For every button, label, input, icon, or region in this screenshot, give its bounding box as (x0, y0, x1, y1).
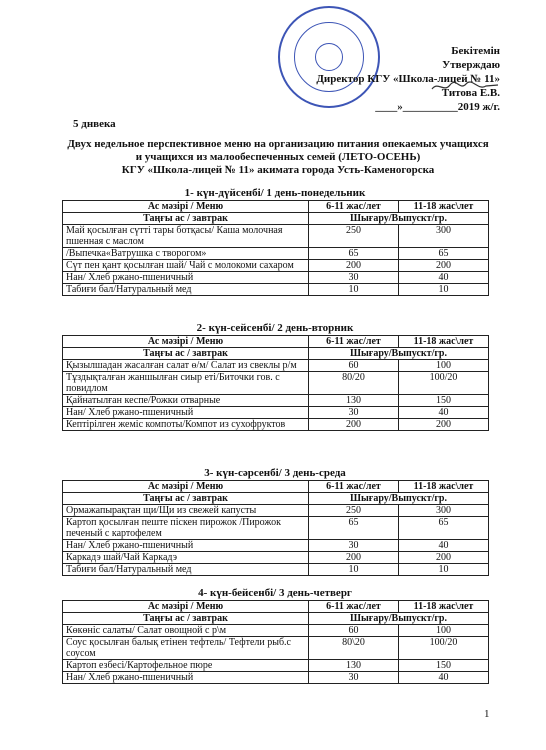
meal-row (63, 213, 489, 225)
col-age2-header: 11-18 жас\лет (399, 601, 489, 613)
portion-11-18: 150 (399, 660, 489, 672)
output-label: Шығару/Выпускт/гр. (309, 493, 489, 505)
portion-6-11: 60 (309, 625, 399, 637)
dish-name: Нан/ Хлеб ржано-пшеничный (63, 540, 309, 552)
table-row (63, 248, 489, 260)
col-menu-header: Ас мәзірі / Меню (63, 336, 309, 348)
table-row (63, 552, 489, 564)
table-header-row (63, 336, 489, 348)
table-row (63, 505, 489, 517)
portion-6-11: 30 (309, 407, 399, 419)
portion-11-18: 100/20 (399, 637, 489, 660)
menu-table (62, 600, 489, 684)
meal-row (63, 348, 489, 360)
meal-row (63, 613, 489, 625)
page-number: 1 (484, 708, 490, 720)
table-header-row (63, 201, 489, 213)
meal-label: Таңғы ас / завтрак (63, 613, 309, 625)
portion-6-11: 250 (309, 225, 399, 248)
dish-name: Каркадэ шай/Чай Каркадэ (63, 552, 309, 564)
dish-name: Нан/ Хлеб ржано-пшеничный (63, 672, 309, 684)
approval-line-4: Титова Е.В. (441, 87, 500, 99)
dish-name: Табиғи бал/Натуральный мед (63, 284, 309, 296)
dish-name: Соус қосылған балық етінен тефтель/ Тефтели рыб.с соусом (63, 637, 309, 660)
portion-11-18: 300 (399, 225, 489, 248)
portion-6-11: 80/20 (309, 372, 399, 395)
portion-6-11: 65 (309, 248, 399, 260)
portion-6-11: 30 (309, 272, 399, 284)
portion-11-18: 65 (399, 248, 489, 260)
col-age1-header: 6-11 жас/лет (309, 601, 399, 613)
table-row (63, 260, 489, 272)
portion-11-18: 200 (399, 552, 489, 564)
approval-date: ____»__________2019 ж/г. (375, 101, 500, 113)
table-row (63, 284, 489, 296)
table-row (63, 660, 489, 672)
portion-11-18: 40 (399, 672, 489, 684)
approval-line-1: Бекітемін (451, 45, 500, 57)
portion-6-11: 200 (309, 419, 399, 431)
portion-11-18: 10 (399, 284, 489, 296)
dish-name: Ормажапырақтан щи/Щи из свежей капусты (63, 505, 309, 517)
document-heading (40, 138, 516, 177)
heading-line-2: и учащихся из малообеспеченных семей (ЛЕТО-ОСЕНЬ) (135, 151, 421, 163)
section-title: 2- күн-сейсенбі/ 2 день-вторник (196, 322, 354, 334)
col-age2-header: 11-18 жас\лет (399, 481, 489, 493)
table-row (63, 540, 489, 552)
table-row (63, 395, 489, 407)
table-row (63, 517, 489, 540)
dish-name: Тұздықталған жаншылған сиыр еті/Биточки гов. с повидлом (63, 372, 309, 395)
col-menu-header: Ас мәзірі / Меню (63, 601, 309, 613)
portion-6-11: 65 (309, 517, 399, 540)
portion-11-18: 100/20 (399, 372, 489, 395)
table-header-row (63, 601, 489, 613)
portion-11-18: 40 (399, 407, 489, 419)
table-row (63, 672, 489, 684)
portion-11-18: 200 (399, 260, 489, 272)
signature (430, 79, 500, 95)
col-age2-header: 11-18 жас\лет (399, 336, 489, 348)
table-row (63, 625, 489, 637)
approval-line-3: Директор КГУ «Школа-лицей № 11» (316, 73, 500, 85)
meal-label: Таңғы ас / завтрак (63, 348, 309, 360)
meal-row (63, 493, 489, 505)
portion-6-11: 200 (309, 552, 399, 564)
portion-6-11: 10 (309, 284, 399, 296)
portion-11-18: 200 (399, 419, 489, 431)
dish-name: Кептірілген жеміс компоты/Компот из сухофруктов (63, 419, 309, 431)
col-age2-header: 11-18 жас\лет (399, 201, 489, 213)
dish-name: Қайнатылған кеспе/Рожки отварные (63, 395, 309, 407)
section-title: 3- күн-сәрсенбі/ 3 день-среда (204, 467, 346, 479)
table-row (63, 564, 489, 576)
table-row (63, 360, 489, 372)
dish-name: Табиғи бал/Натуральный мед (63, 564, 309, 576)
portion-6-11: 10 (309, 564, 399, 576)
heading-line-3: КГУ «Школа-лицей № 11» акимата города Усть-Каменогорска (121, 164, 435, 176)
table-row (63, 272, 489, 284)
portion-6-11: 60 (309, 360, 399, 372)
col-age1-header: 6-11 жас/лет (309, 336, 399, 348)
dish-name: Нан/ Хлеб ржано-пшеничный (63, 272, 309, 284)
portion-6-11: 130 (309, 660, 399, 672)
portion-6-11: 250 (309, 505, 399, 517)
col-menu-header: Ас мәзірі / Меню (63, 201, 309, 213)
col-age1-header: 6-11 жас/лет (309, 481, 399, 493)
day-label: 5 днвека (73, 118, 116, 130)
dish-name: Май қосылған сүтті тары ботқасы/ Каша молочная пшенная с маслом (63, 225, 309, 248)
table-row (63, 225, 489, 248)
portion-11-18: 40 (399, 540, 489, 552)
section-title: 1- күн-дүйсенбі/ 1 день-понедельник (184, 187, 366, 199)
portion-11-18: 100 (399, 625, 489, 637)
table-header-row (63, 481, 489, 493)
portion-11-18: 300 (399, 505, 489, 517)
dish-name: Нан/ Хлеб ржано-пшеничный (63, 407, 309, 419)
output-label: Шығару/Выпускт/гр. (309, 213, 489, 225)
table-row (63, 372, 489, 395)
portion-6-11: 130 (309, 395, 399, 407)
col-menu-header: Ас мәзірі / Меню (63, 481, 309, 493)
portion-6-11: 30 (309, 672, 399, 684)
output-label: Шығару/Выпускт/гр. (309, 348, 489, 360)
portion-6-11: 80\20 (309, 637, 399, 660)
dish-name: Сүт пен қант қосылған шай/ Чай с молокоми сахаром (63, 260, 309, 272)
dish-name: /Выпечка«Ватрушка с творогом» (63, 248, 309, 260)
portion-6-11: 30 (309, 540, 399, 552)
output-label: Шығару/Выпускт/гр. (309, 613, 489, 625)
portion-11-18: 150 (399, 395, 489, 407)
dish-name: Қызылшадан жасалған салат ө/м/ Салат из свеклы р/м (63, 360, 309, 372)
dish-name: Картоп қосылған пеште піскен пирожок /Пирожок печеный с картофелем (63, 517, 309, 540)
meal-label: Таңғы ас / завтрак (63, 213, 309, 225)
portion-6-11: 200 (309, 260, 399, 272)
portion-11-18: 40 (399, 272, 489, 284)
heading-line-1: Двух недельное перспективное меню на организацию питания опекаемых учащихся (67, 138, 489, 150)
dish-name: Картоп езбесі/Картофельное пюре (63, 660, 309, 672)
menu-table (62, 335, 489, 431)
section-title: 4- күн-бейсенбі/ 3 день-четверг (198, 587, 352, 599)
portion-11-18: 100 (399, 360, 489, 372)
portion-11-18: 10 (399, 564, 489, 576)
portion-11-18: 65 (399, 517, 489, 540)
col-age1-header: 6-11 жас/лет (309, 201, 399, 213)
meal-label: Таңғы ас / завтрак (63, 493, 309, 505)
table-row (63, 407, 489, 419)
menu-table (62, 480, 489, 576)
approval-line-2: Утверждаю (442, 59, 500, 71)
table-row (63, 637, 489, 660)
dish-name: Көкөніс салаты/ Салат овощной с р\м (63, 625, 309, 637)
menu-table (62, 200, 489, 296)
table-row (63, 419, 489, 431)
